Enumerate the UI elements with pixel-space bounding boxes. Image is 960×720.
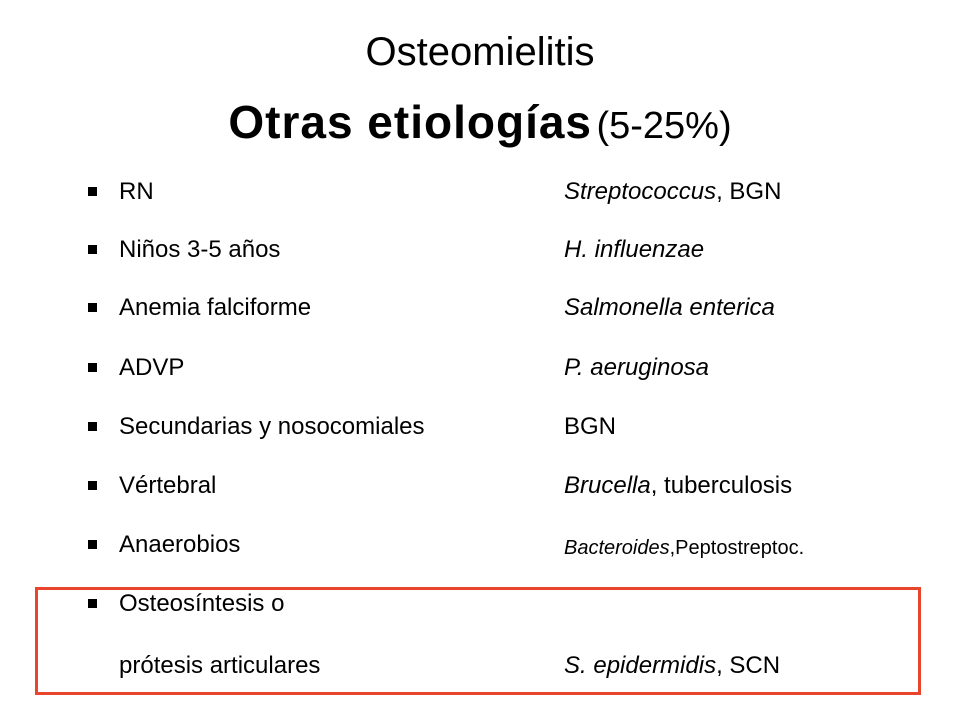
square-bullet-icon — [88, 540, 97, 549]
organism-label — [564, 466, 792, 506]
organism-label — [564, 646, 780, 686]
condition-label: Vértebral — [119, 472, 217, 499]
organism-rest: ,Peptostreptoc. — [669, 537, 805, 559]
list-item — [0, 348, 960, 388]
square-bullet-icon — [88, 187, 97, 196]
condition-label: Osteosíntesis o — [119, 590, 285, 617]
condition-label: Anemia falciforme — [119, 294, 312, 321]
list-item — [0, 646, 960, 686]
square-bullet-icon — [88, 422, 97, 431]
list-item — [0, 525, 960, 565]
condition-label: Niños 3-5 años — [119, 236, 281, 263]
organism-rest: BGN — [564, 413, 617, 440]
organism-label — [564, 172, 781, 212]
square-bullet-icon — [88, 363, 97, 372]
list-item — [0, 288, 960, 328]
organism-rest: , tuberculosis — [650, 472, 793, 499]
subtitle-main: Otras etiologías — [228, 96, 593, 148]
condition-label: ADVP — [119, 354, 185, 381]
organism-italic: H. influenzae — [564, 236, 705, 263]
organism-rest: , SCN — [716, 652, 781, 679]
organism-label — [564, 230, 704, 270]
organism-italic: Brucella — [564, 472, 651, 499]
list-item — [0, 584, 960, 624]
list-item — [0, 407, 960, 447]
condition-label: prótesis articulares — [119, 652, 321, 679]
condition-label: RN — [119, 178, 154, 205]
organism-label — [564, 407, 616, 447]
list-item — [0, 466, 960, 506]
list-item — [0, 172, 960, 212]
square-bullet-icon — [88, 481, 97, 490]
condition-label: Anaerobios — [119, 531, 241, 558]
organism-italic: S. epidermidis — [564, 652, 717, 679]
list-item — [0, 230, 960, 270]
slide-subtitle — [0, 92, 960, 164]
organism-label — [564, 348, 709, 388]
slide-title: Osteomielitis — [365, 30, 595, 74]
condition-label: Secundarias y nosocomiales — [119, 413, 425, 440]
organism-italic: P. aeruginosa — [564, 354, 710, 381]
organism-italic: Streptococcus — [564, 178, 717, 205]
organism-label — [564, 288, 775, 328]
organism-italic: Salmonella enterica — [564, 294, 775, 321]
subtitle-percent: (5-25%) — [596, 105, 732, 147]
square-bullet-icon — [88, 245, 97, 254]
organism-italic: Bacteroides — [564, 537, 670, 559]
organism-rest: , BGN — [716, 178, 782, 205]
square-bullet-icon — [88, 303, 97, 312]
organism-label — [564, 528, 804, 568]
square-bullet-icon — [88, 599, 97, 608]
